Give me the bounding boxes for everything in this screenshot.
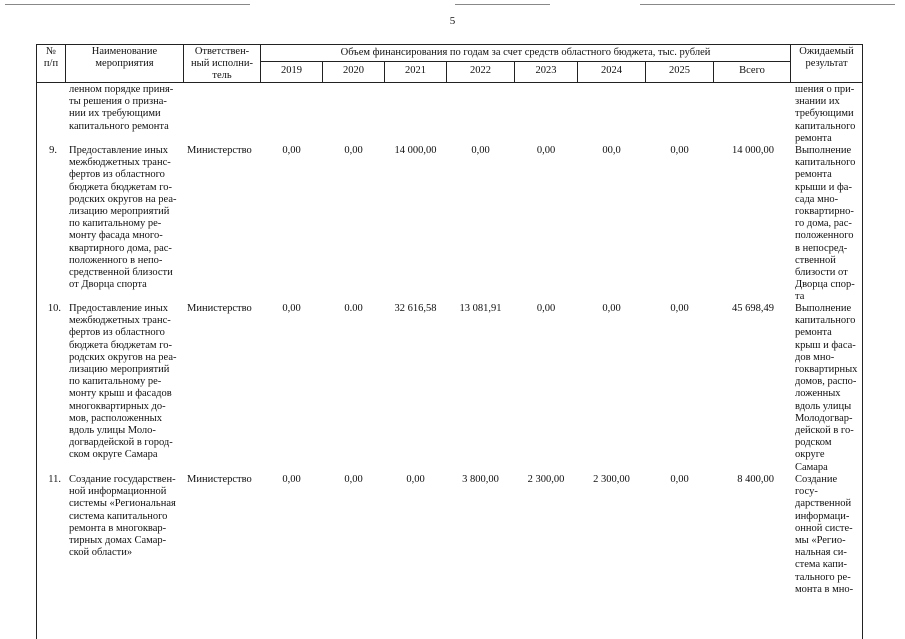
header-funding: Объем финансирования по годам за счет средств областного бюджета, тыс. рублей	[340, 47, 711, 58]
row-number: 11.	[48, 474, 61, 485]
value-2025: 0,00	[670, 303, 689, 314]
header-year-2024: 2024	[601, 65, 622, 76]
value-2024: 0,00	[602, 303, 621, 314]
value-2022: 3 800,00	[462, 474, 499, 485]
value-total: 8 400,00	[737, 474, 774, 485]
row-result: Выполнение капитального ремонта крыши и фа- сада мно- гоквартирно- го дома, рас- положенного в непосред- ственной близости от Дворца спор- та	[795, 145, 856, 303]
value-2020: 0.00	[344, 303, 363, 314]
value-2025: 0,00	[670, 145, 689, 156]
value-2024: 2 300,00	[593, 474, 630, 485]
row-result: Выполнение капитального ремонта крыш и фаса- дов мно- гоквартирных домов, распо- ложенных вдоль улицы Молодогвар- дейской в го- родском округе Самара	[795, 303, 858, 473]
header-total: Всего	[739, 65, 765, 76]
row-executor: Министерство	[187, 303, 252, 314]
page-number: 5	[449, 15, 456, 27]
value-2021: 14 000,00	[394, 145, 437, 156]
row-number: 10.	[47, 303, 61, 314]
value-2019: 0,00	[282, 474, 301, 485]
header-executor: Ответствен- ный исполни- тель	[191, 46, 253, 81]
value-2020: 0,00	[344, 474, 363, 485]
value-2019: 0,00	[282, 303, 301, 314]
value-2022: 0,00	[471, 145, 490, 156]
value-2021: 0,00	[406, 474, 425, 485]
row-number: 9.	[49, 145, 57, 156]
value-total: 14 000,00	[732, 145, 774, 156]
header-year-2021: 2021	[405, 65, 426, 76]
row-executor: Министерство	[187, 145, 252, 156]
header-name: Наименование мероприятия	[91, 46, 158, 69]
header-year-2022: 2022	[470, 65, 491, 76]
value-total: 45 698,49	[732, 303, 774, 314]
header-year-2020: 2020	[343, 65, 364, 76]
value-2025: 0,00	[670, 474, 689, 485]
row-name: Предоставление иных межбюджетных транс- фертов из областного бюджета бюджетам го- родских округов на реа- лизацию мероприятий по капитальному ре- монту фасада много- квартирного дома, рас- положенного в непо- средственной близости от Дворца спорта	[69, 145, 177, 291]
value-2021: 32 616,58	[394, 303, 437, 314]
header-year-2025: 2025	[669, 65, 690, 76]
value-2022: 13 081,91	[459, 303, 502, 314]
header-number: № п/п	[43, 46, 59, 69]
row-name: Предоставление иных межбюджетных транс- фертов из областного бюджета бюджетам го- родских округов на реа- лизацию мероприятий по капитальному ре- монту крыш и фасадов многоквартирных до- мов, расположенных вдоль улицы Моло- догвардейской в город- ском округе Самара	[69, 303, 177, 461]
value-2023: 0,00	[536, 303, 556, 314]
value-2023: 0,00	[536, 145, 556, 156]
continuation-result: шения о при- знании их требующими капитального ремонта	[795, 84, 856, 144]
row-executor: Министерство	[187, 474, 252, 485]
header-year-2019: 2019	[281, 65, 302, 76]
value-2023: 2 300,00	[527, 474, 565, 485]
value-2024: 00,0	[602, 145, 621, 156]
row-result: Создание госу- дарственной информаци- онной систе- мы «Регио- нальная си- стема капи- тального ре- монта в мно-	[795, 474, 854, 595]
value-2019: 0,00	[282, 145, 301, 156]
row-name: Создание государствен- ной информационной системы «Региональная система капитального ремонта в многоквар- тирных домах Самар- ской области»	[69, 474, 176, 559]
header-result: Ожидаемый результат	[799, 46, 854, 69]
value-2020: 0,00	[344, 145, 363, 156]
continuation-name: ленном порядке приня- ты решения о призна- нии их требующими капитального ремонта	[69, 84, 174, 132]
header-year-2023: 2023	[535, 65, 557, 76]
